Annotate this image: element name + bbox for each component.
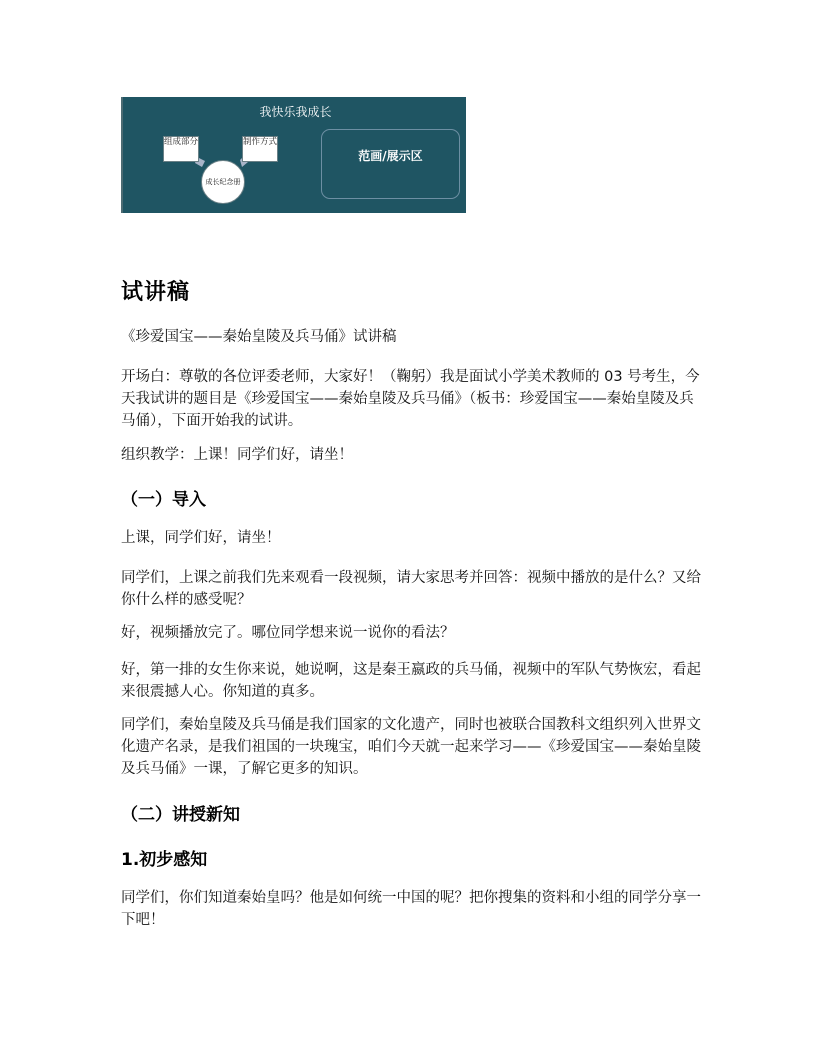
page-title: 试讲稿 xyxy=(121,280,191,305)
section-new-knowledge-title: （二）讲授新知 xyxy=(121,805,240,825)
intro-paragraph-2: 同学们，上课之前我们先来观看一段视频，请大家思考并回答：视频中播放的是什么？又给你什么样的感受呢？ xyxy=(121,570,701,608)
opening-paragraph: 开场白：尊敬的各位评委老师，大家好！（鞠躬）我是面试小学美术教师的 03 号考生，今天我试讲的题目是《珍爱国宝——秦始皇陵及兵马俑》（板书：珍爱国宝——秦始皇陵及兵马俑），下面开始我的试讲。 xyxy=(121,369,700,429)
organize-paragraph: 组织教学：上课！同学们好，请坐！ xyxy=(121,447,353,463)
memory-book-circle xyxy=(201,160,245,204)
intro-paragraph-3: 好，视频播放完了。哪位同学想来说一说你的看法？ xyxy=(121,625,455,641)
lesson-title: 《珍爱国宝——秦始皇陵及兵马俑》试讲稿 xyxy=(121,329,397,345)
circle-label: 成长纪念册 xyxy=(205,177,241,186)
component-box: 组成部分 xyxy=(163,136,199,162)
display-area-label: 范画/展示区 xyxy=(358,149,423,163)
perception-paragraph-1: 同学们，你们知道秦始皇吗？他是如何统一中国的呢？把你搜集的资料和小组的同学分享一下吧！ xyxy=(121,890,701,928)
board-title: 我快乐我成长 xyxy=(259,105,332,119)
section-intro-title: （一）导入 xyxy=(121,490,206,510)
intro-paragraph-5: 同学们，秦始皇陵及兵马俑是我们国家的文化遗产，同时也被联合国教科文组织列入世界文化遗产名录，是我们祖国的一块瑰宝，咱们今天就一起来学习——《珍爱国宝——秦始皇陵及兵马俑》一课，了解它更多的知识。 xyxy=(121,717,701,777)
intro-paragraph-1: 上课，同学们好，请坐！ xyxy=(121,530,281,546)
subsection-initial-perception-title: 1.初步感知 xyxy=(121,850,208,870)
board-diagram xyxy=(121,97,466,213)
display-area xyxy=(321,129,460,199)
method-box: 制作方式 xyxy=(242,136,278,162)
intro-paragraph-4: 好，第一排的女生你来说，她说啊，这是秦王嬴政的兵马俑，视频中的军队气势恢宏，看起来很震撼人心。你知道的真多。 xyxy=(121,662,701,700)
